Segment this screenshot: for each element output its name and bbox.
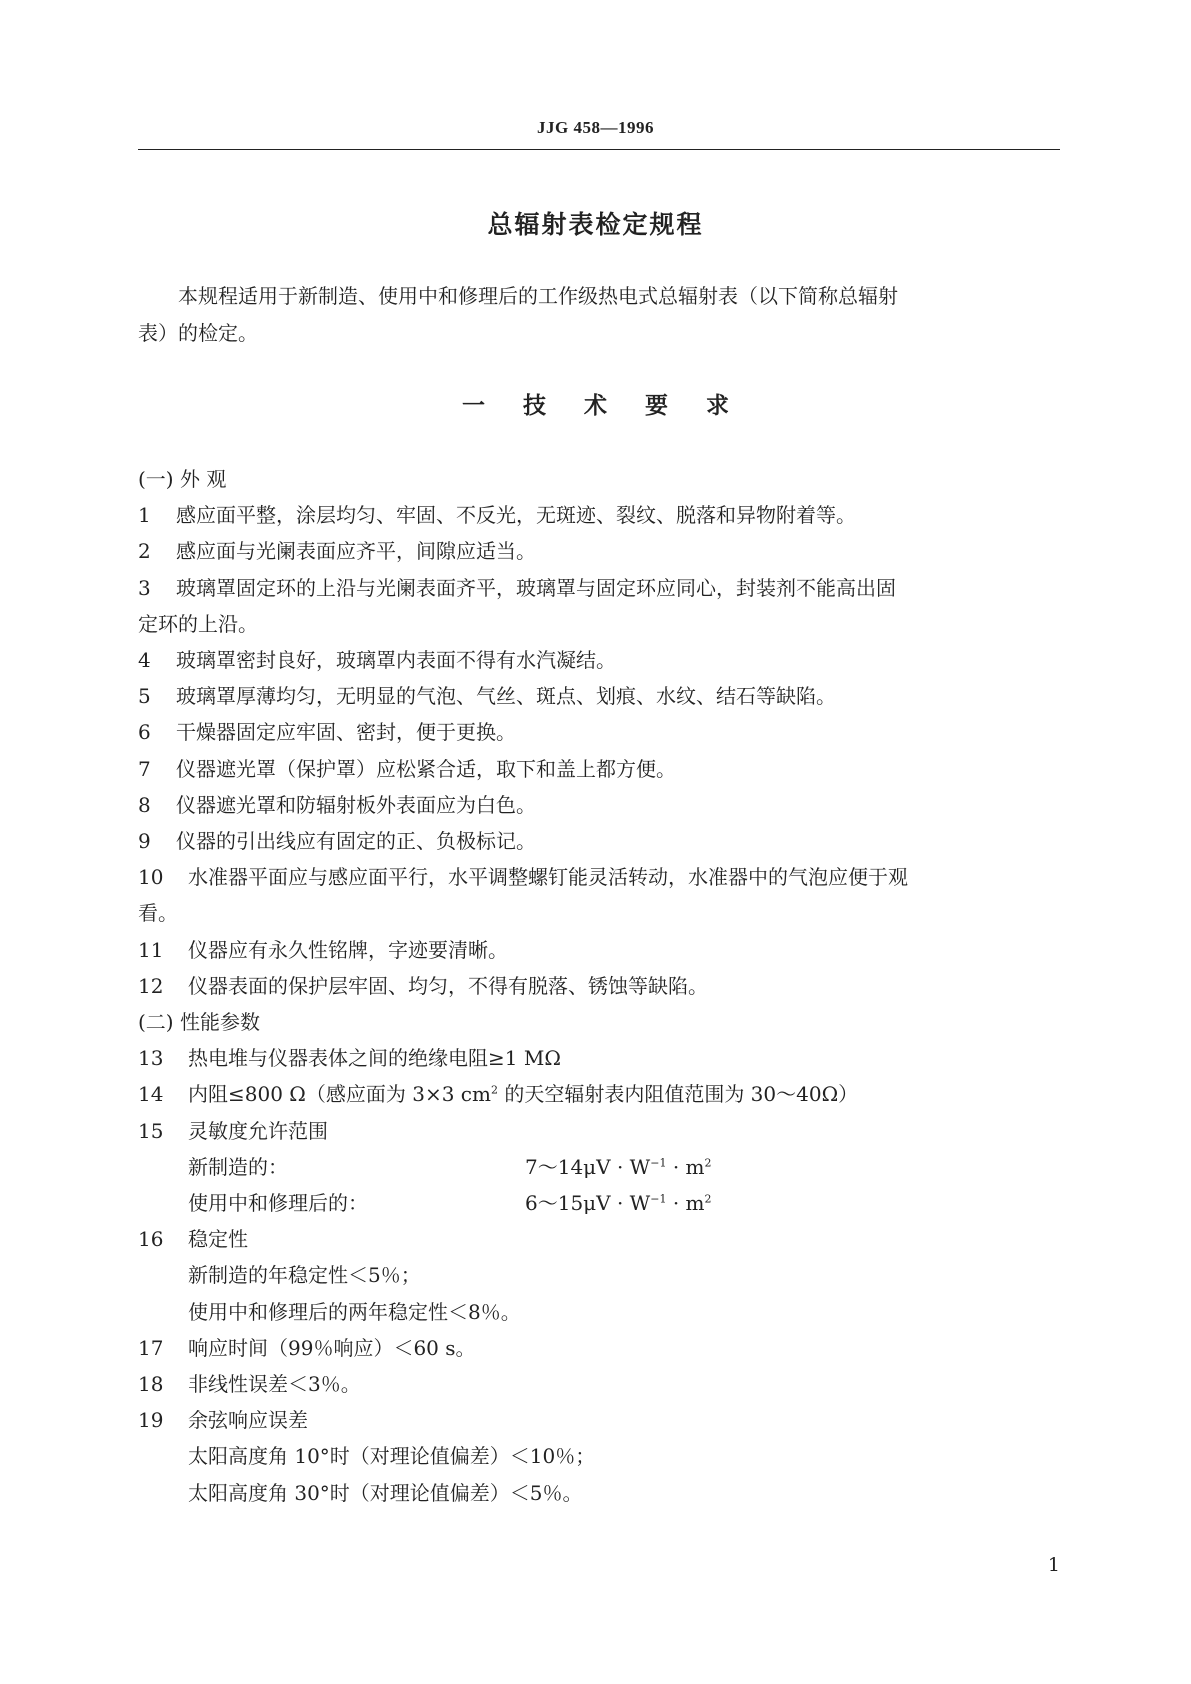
sensitivity-value: 6～15μV · W [525,1191,651,1216]
sensitivity-label: 新制造的： [188,1154,288,1179]
item-continuation: 定环的上沿。 [138,611,258,636]
list-item [138,1076,1060,1112]
chapter-heading: 一 技 术 要 求 [461,393,730,419]
item-text: 仪器遮光罩（保护罩）应松紧合适，取下和盖上都方便。 [176,756,676,781]
intro-line-2: 表）的检定。 [138,321,258,345]
item-number: 12 [138,973,164,998]
requirements-body [138,461,1060,1511]
superscript: 2 [704,1156,712,1170]
list-item [138,570,1060,606]
section-heading-performance: (二) 性能参数 [138,1010,260,1035]
sensitivity-label: 使用中和修理后的： [188,1191,368,1216]
item-number: 17 [138,1335,164,1360]
item-text: 玻璃罩固定环的上沿与光阑表面齐平，玻璃罩与固定环应同心，封装剂不能高出固 [176,575,896,600]
list-item [138,932,1060,968]
item-text: 仪器表面的保护层牢固、均匀，不得有脱落、锈蚀等缺陷。 [188,973,708,998]
superscript: 2 [490,1083,498,1097]
page-title: 总辐射表检定规程 [487,210,704,239]
intro-line-1: 本规程适用于新制造、使用中和修理后的工作级热电式总辐射表（以下简称总辐射 [178,284,898,308]
section-heading-appearance: (一) 外 观 [138,467,227,491]
list-item [138,968,1060,1004]
item-text: 玻璃罩密封良好，玻璃罩内表面不得有水汽凝结。 [176,648,616,673]
item-number: 14 [138,1082,164,1107]
item-text: 仪器应有永久性铭牌，字迹要清晰。 [188,937,508,962]
item-text-b: 的天空辐射表内阻值范围为 30～40Ω） [497,1082,859,1107]
item-number: 6 [138,720,151,745]
list-item [138,533,1060,569]
list-item [138,859,1060,895]
sensitivity-row [138,1185,1060,1221]
item-text: 稳定性 [188,1227,248,1252]
list-item [138,787,1060,823]
list-item [138,1330,1060,1366]
item-number: 18 [138,1372,164,1397]
item-number: 10 [138,865,164,890]
item-text: 感应面与光阑表面应齐平，间隙应适当。 [176,539,536,564]
item-text: 响应时间（99％响应）＜60 s。 [188,1335,476,1360]
item-number: 1 [138,503,151,528]
sensitivity-value: 7～14μV · W [525,1154,651,1179]
sub-item: 太阳高度角 10°时（对理论值偏差）＜10％； [188,1444,596,1469]
list-item [138,1366,1060,1402]
list-item [138,497,1060,533]
item-number: 5 [138,684,151,709]
sub-item: 太阳高度角 30°时（对理论值偏差）＜5％。 [188,1480,583,1505]
item-text: 热电堆与仪器表体之间的绝缘电阻≥1 MΩ [188,1046,561,1071]
list-item [138,642,1060,678]
item-number: 3 [138,575,151,600]
superscript: −1 [650,1156,667,1170]
list-item [138,1040,1060,1076]
sub-item: 使用中和修理后的两年稳定性＜8％。 [188,1299,521,1324]
list-item [138,1221,1060,1257]
page-number: 1 [1047,1554,1060,1576]
document-code: JJG 458—1996 [537,118,654,137]
item-number: 8 [138,792,151,817]
list-item [138,714,1060,750]
list-item [138,1113,1060,1149]
item-number: 9 [138,829,151,854]
item-text: 灵敏度允许范围 [188,1118,328,1143]
list-item [138,678,1060,714]
item-text: 余弦响应误差 [188,1408,308,1433]
sub-item: 新制造的年稳定性＜5％； [188,1263,421,1288]
item-text: 仪器遮光罩和防辐射板外表面应为白色。 [176,792,536,817]
item-text: 干燥器固定应牢固、密封，便于更换。 [176,720,516,745]
sensitivity-unit: · m [666,1154,705,1179]
item-number: 7 [138,756,151,781]
item-number: 13 [138,1046,164,1071]
item-number: 15 [138,1118,164,1143]
item-text: 感应面平整，涂层均匀、牢固、不反光，无斑迹、裂纹、脱落和异物附着等。 [176,503,856,528]
list-item [138,751,1060,787]
item-number: 4 [138,648,151,673]
intro-paragraph [138,278,1060,352]
header-rule [138,149,1060,150]
item-number: 2 [138,539,151,564]
item-text: 水准器平面应与感应面平行，水平调整螺钉能灵活转动，水准器中的气泡应便于观 [188,865,908,890]
superscript: 2 [704,1192,712,1206]
item-text: 玻璃罩厚薄均匀，无明显的气泡、气丝、斑点、划痕、水纹、结石等缺陷。 [176,684,836,709]
item-text: 非线性误差＜3％。 [188,1372,361,1397]
item-number: 16 [138,1227,164,1252]
item-number: 19 [138,1408,164,1433]
list-item [138,1402,1060,1438]
item-text-a: 内阻≤800 Ω（感应面为 3×3 cm [188,1082,491,1107]
item-number: 11 [138,937,164,962]
superscript: −1 [650,1192,667,1206]
list-item [138,823,1060,859]
item-continuation: 看。 [138,901,178,926]
item-text: 仪器的引出线应有固定的正、负极标记。 [176,829,536,854]
sensitivity-row [138,1149,1060,1185]
sensitivity-unit: · m [666,1191,705,1216]
